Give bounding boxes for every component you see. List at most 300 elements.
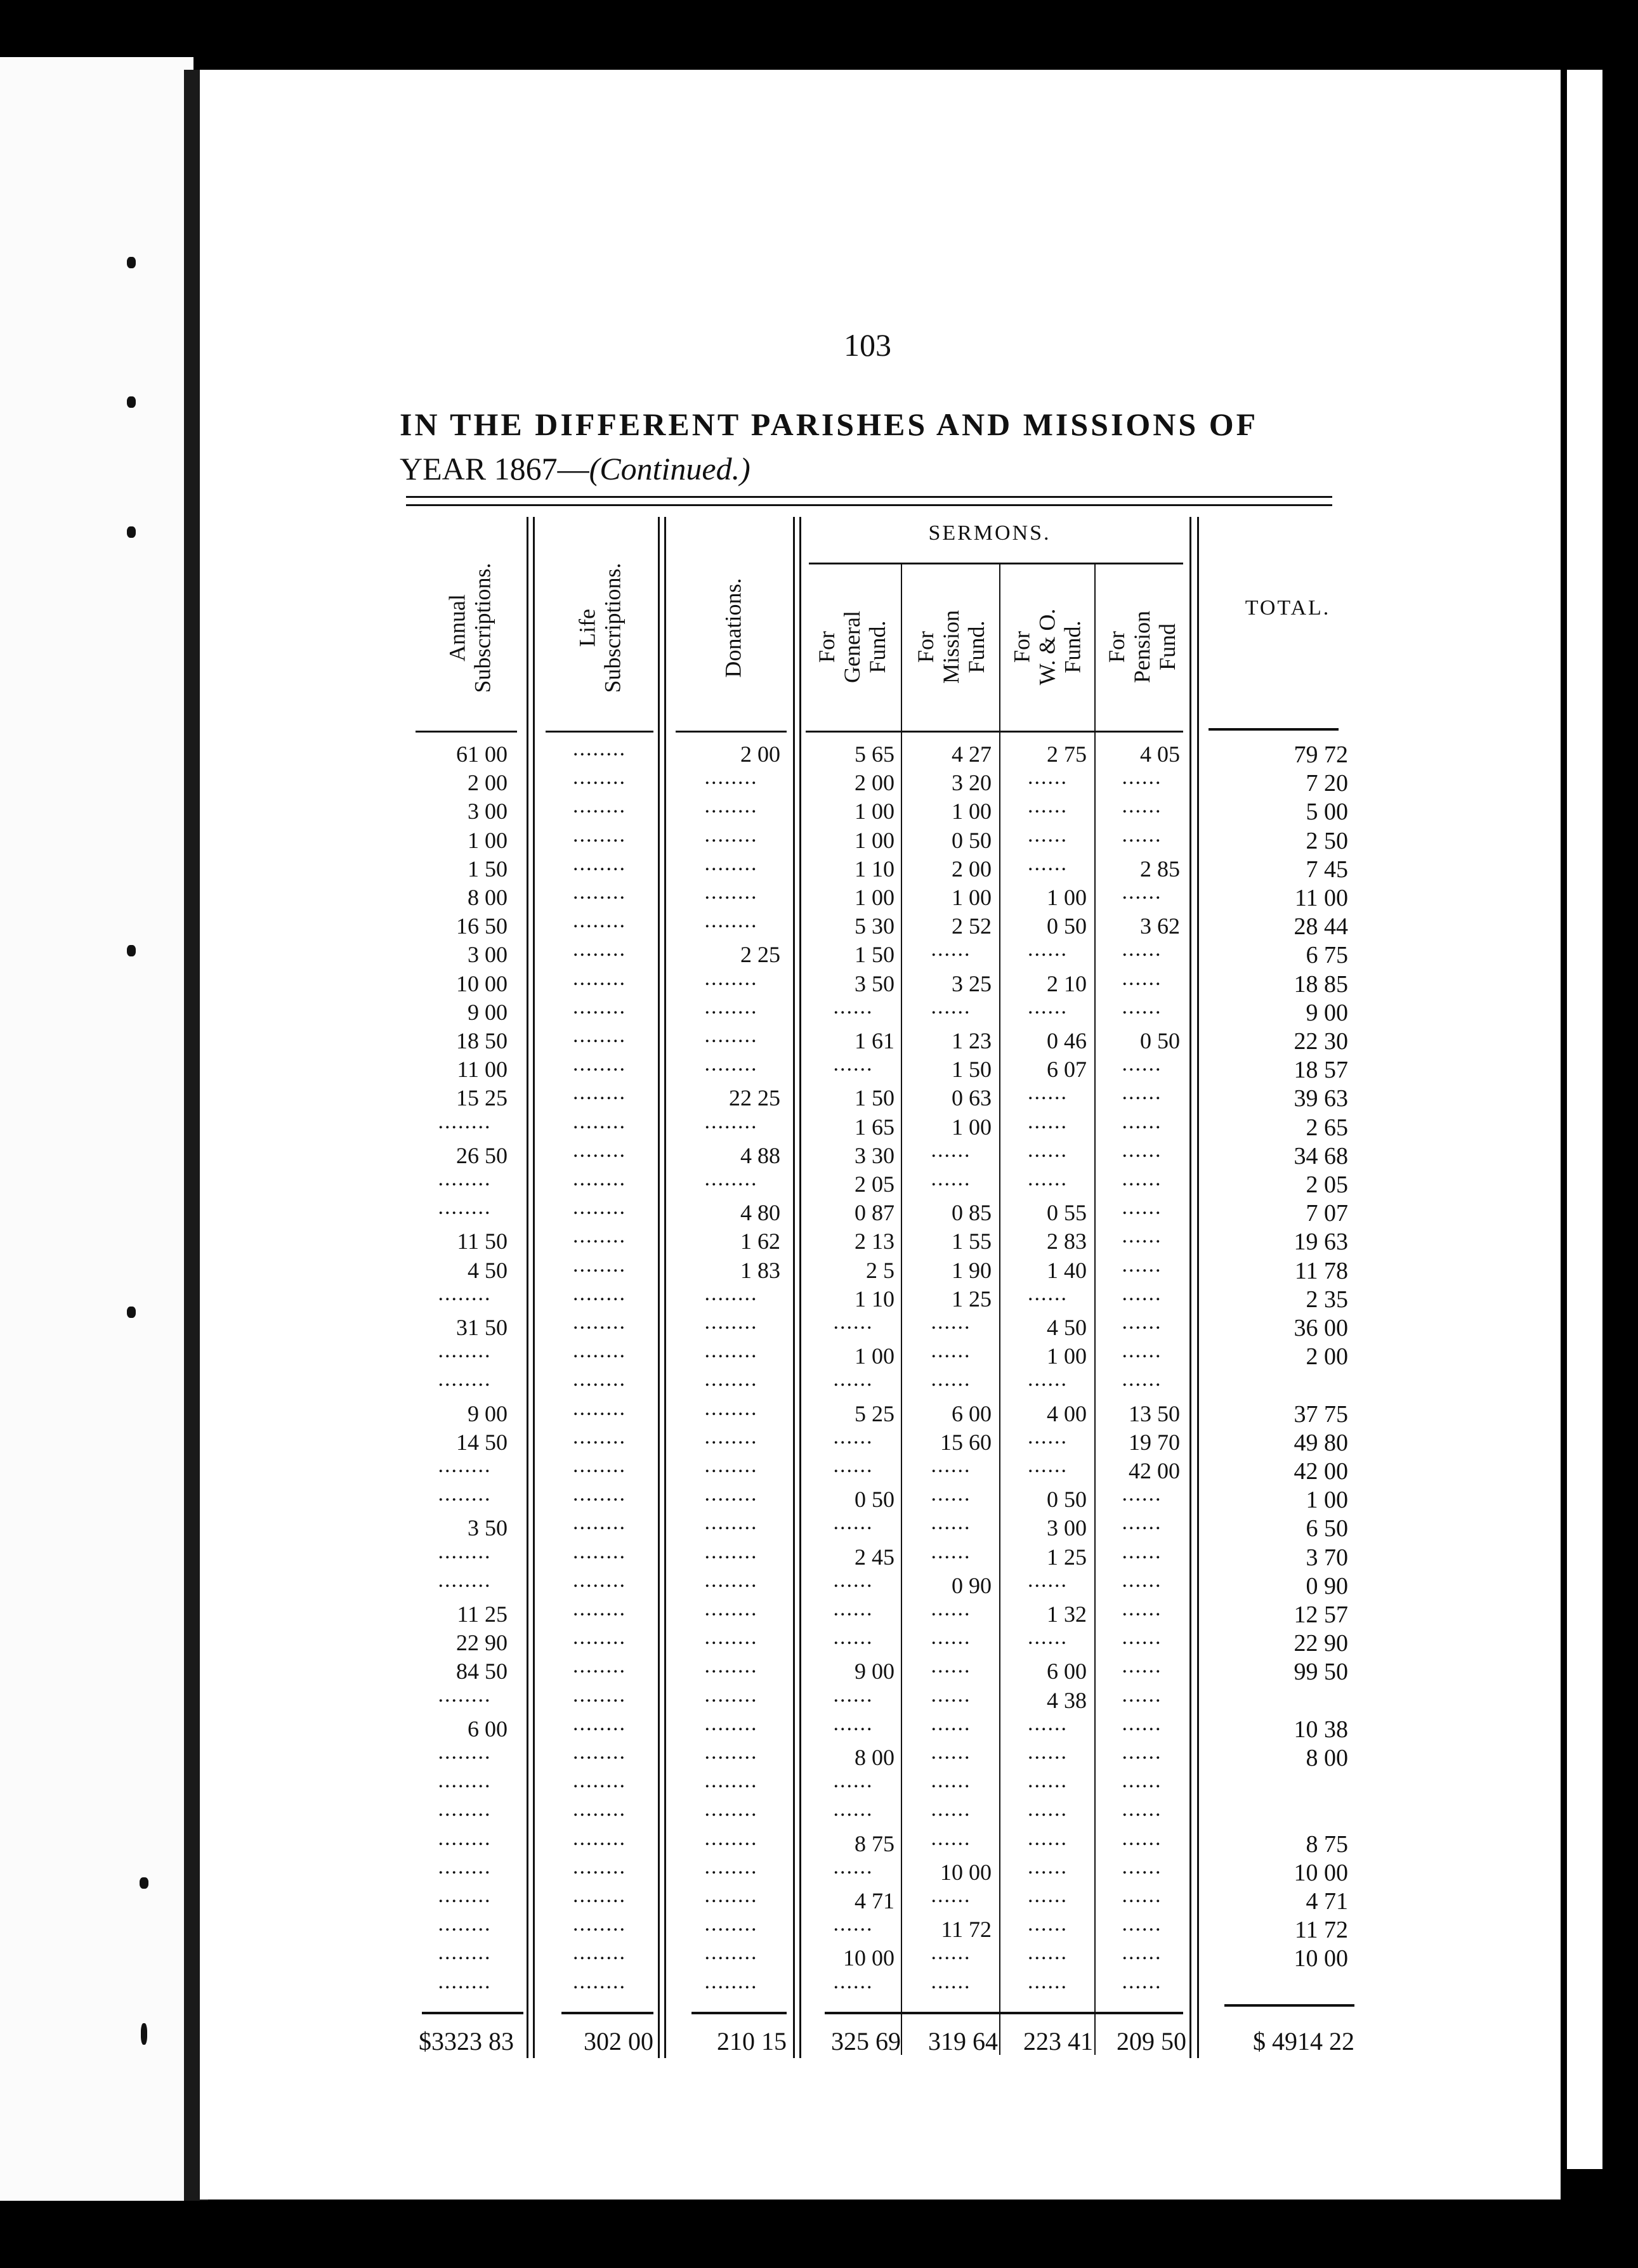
dot-leader: ...... (1122, 1110, 1162, 1133)
dot-leader: ...... (1028, 1740, 1068, 1764)
table-cell: 42 00 (1129, 1458, 1180, 1483)
table-cell: 6 50 (1306, 1515, 1348, 1542)
dot-leader: ........ (704, 1425, 758, 1449)
table-cell: 1 50 (468, 856, 508, 882)
dot-leader: ........ (438, 1339, 492, 1362)
dot-leader: ...... (931, 1884, 971, 1907)
dot-leader: ...... (1028, 1712, 1068, 1735)
dot-leader: ...... (833, 1970, 874, 1993)
dot-leader: ...... (1122, 967, 1162, 990)
general-fund-label: For General Fund. (814, 611, 890, 683)
table-cell: 3 00 (468, 798, 508, 824)
dot-leader: ...... (1122, 1683, 1162, 1707)
dot-leader: ...... (1122, 1339, 1162, 1362)
dot-leader: ...... (1122, 1167, 1162, 1190)
table-cell: 3 50 (855, 971, 894, 996)
subheading-year: YEAR 1867— (400, 451, 589, 486)
table-cell: 1 00 (468, 828, 508, 853)
column-separator (658, 517, 660, 2058)
dot-leader: ........ (573, 1339, 626, 1362)
table-cell: 1 00 (855, 885, 894, 910)
dot-leader: ........ (704, 794, 758, 818)
column-separator (999, 564, 1000, 2055)
table-cell: 9 00 (468, 1401, 508, 1426)
dot-leader: ...... (931, 1454, 971, 1477)
dot-leader: ...... (931, 1740, 971, 1764)
dot-leader: ........ (704, 1884, 758, 1907)
table-cell: 5 25 (855, 1401, 894, 1426)
table-cell: 2 35 (1306, 1286, 1348, 1313)
table-cell: 6 00 (1047, 1659, 1087, 1684)
dot-leader: ...... (931, 937, 971, 961)
table-cell: 1 55 (952, 1228, 992, 1254)
table-cell: 37 75 (1294, 1401, 1348, 1428)
table-cell: 0 90 (952, 1573, 992, 1598)
table-cell: 0 50 (1140, 1028, 1180, 1053)
column-total: 325 69 (831, 2027, 901, 2056)
dot-leader: ........ (573, 937, 626, 961)
dot-leader: ........ (704, 1511, 758, 1534)
table-cell: 3 50 (468, 1515, 508, 1541)
dot-leader: ...... (1122, 1827, 1162, 1850)
dot-leader: ........ (573, 967, 626, 990)
totals-rule (691, 2012, 787, 2014)
dot-leader: ........ (573, 1626, 626, 1649)
dot-leader: ...... (833, 1769, 874, 1792)
dot-leader: ...... (833, 1367, 874, 1391)
dot-leader: ........ (438, 1855, 492, 1879)
dot-leader: ........ (573, 1597, 626, 1620)
dot-leader: ...... (833, 1454, 874, 1477)
dot-leader: ........ (573, 1110, 626, 1133)
table-cell: 0 55 (1047, 1200, 1087, 1225)
table-cell: 2 00 (468, 770, 508, 795)
mission-fund-label: For Mission Fund. (912, 609, 989, 684)
dot-leader: ........ (573, 1654, 626, 1678)
dot-leader: ........ (704, 1912, 758, 1936)
grand-total: $ 4914 22 (1253, 2027, 1354, 2056)
dot-leader: ........ (438, 1568, 492, 1592)
dot-leader: ...... (931, 1138, 971, 1162)
table-cell: 5 30 (855, 913, 894, 939)
donations-header (679, 526, 787, 729)
dot-leader: ...... (1122, 1282, 1162, 1305)
table-cell: 2 00 (855, 770, 894, 795)
table-cell: 1 83 (740, 1258, 780, 1283)
wo-fund-header (1001, 571, 1093, 723)
dot-leader: ...... (1122, 1253, 1162, 1277)
column-separator (1197, 517, 1199, 2058)
table-cell: 10 00 (1294, 1945, 1348, 1972)
dot-leader: ...... (1028, 823, 1068, 847)
dot-leader: ........ (573, 995, 626, 1019)
dot-leader: ...... (1028, 1912, 1068, 1936)
table-cell: 0 50 (1047, 913, 1087, 939)
dot-leader: ........ (704, 909, 758, 932)
totals-rule (422, 2012, 523, 2014)
totals-rule (825, 2012, 1183, 2014)
margin-mark (140, 1877, 148, 1889)
dot-leader: ........ (573, 1797, 626, 1821)
dot-leader: ...... (833, 1425, 874, 1449)
dot-leader: ...... (1028, 995, 1068, 1019)
donations-label: Donations. (720, 578, 745, 678)
table-cell: 3 70 (1306, 1544, 1348, 1571)
subheading-continued: (Continued.) (589, 451, 750, 486)
table-cell: 8 00 (855, 1745, 894, 1770)
dot-leader: ...... (1122, 1712, 1162, 1735)
table-cell: 2 45 (855, 1544, 894, 1570)
table-cell: 2 10 (1047, 971, 1087, 996)
table-cell: 2 25 (740, 942, 780, 967)
table-cell: 1 65 (855, 1114, 894, 1140)
table-cell: 2 05 (1306, 1171, 1348, 1198)
dot-leader: ........ (438, 1282, 492, 1305)
dot-leader: ...... (1028, 1568, 1068, 1592)
table-cell: 4 71 (1306, 1888, 1348, 1915)
dot-leader: ...... (931, 1626, 971, 1649)
dot-leader: ........ (573, 1827, 626, 1850)
table-cell: 22 90 (456, 1630, 508, 1655)
dot-leader: ........ (704, 1712, 758, 1735)
table-cell: 4 27 (952, 741, 992, 767)
dot-leader: ...... (1122, 1740, 1162, 1764)
dot-leader: ........ (704, 1568, 758, 1592)
dot-leader: ........ (704, 1110, 758, 1133)
table-cell: 2 13 (855, 1228, 894, 1254)
table-cell: 19 63 (1294, 1228, 1348, 1255)
dot-leader: ...... (833, 995, 874, 1019)
column-separator (901, 564, 902, 2055)
dot-leader: ........ (573, 1310, 626, 1334)
table-cell: 1 23 (952, 1028, 992, 1053)
dot-leader: ........ (704, 766, 758, 789)
dot-leader: ........ (438, 1884, 492, 1907)
table-cell: 0 63 (952, 1085, 992, 1111)
dot-leader: ........ (573, 880, 626, 904)
dot-leader: ........ (704, 1282, 758, 1305)
dot-leader: ...... (1122, 1970, 1162, 1993)
table-cell: 11 78 (1294, 1258, 1348, 1284)
table-cell: 99 50 (1294, 1659, 1348, 1685)
dot-leader: ...... (833, 1597, 874, 1620)
dot-leader: ........ (573, 1253, 626, 1277)
table-cell: 34 68 (1294, 1143, 1348, 1170)
dot-leader: ...... (1028, 1855, 1068, 1879)
dot-leader: ........ (704, 1797, 758, 1821)
table-cell: 0 50 (1047, 1487, 1087, 1512)
dot-leader: ...... (931, 1683, 971, 1707)
dot-leader: ........ (704, 1052, 758, 1076)
dot-leader: ...... (1122, 1568, 1162, 1592)
dot-leader: ...... (833, 1712, 874, 1735)
table-cell: 10 00 (456, 971, 508, 996)
dot-leader: ........ (704, 1024, 758, 1047)
dot-leader: ........ (438, 1540, 492, 1563)
dot-leader: ........ (573, 1970, 626, 1993)
table-cell: 39 63 (1294, 1085, 1348, 1112)
dot-leader: ........ (573, 1712, 626, 1735)
dot-leader: ...... (931, 1941, 971, 1964)
life-subscriptions-label: Life Subscriptions. (574, 563, 626, 693)
dot-leader: ...... (1028, 937, 1068, 961)
dot-leader: ........ (704, 1454, 758, 1477)
column-separator (1094, 564, 1096, 2055)
mission-fund-header (903, 571, 999, 723)
dot-leader: ........ (573, 1138, 626, 1162)
dot-leader: ........ (573, 1081, 626, 1104)
table-cell: 1 25 (1047, 1544, 1087, 1570)
dot-leader: ........ (704, 1827, 758, 1850)
table-cell: 3 62 (1140, 913, 1180, 939)
table-cell: 7 07 (1306, 1200, 1348, 1227)
column-total: 302 00 (584, 2027, 653, 2056)
dot-leader: ........ (704, 1482, 758, 1506)
dot-leader: ........ (704, 1683, 758, 1707)
dot-leader: ...... (931, 1339, 971, 1362)
dot-leader: ........ (573, 1683, 626, 1707)
dot-leader: ...... (1122, 880, 1162, 904)
table-cell: 4 71 (855, 1888, 894, 1913)
table-cell: 6 00 (952, 1401, 992, 1426)
dot-leader: ........ (438, 1797, 492, 1821)
table-cell: 2 52 (952, 913, 992, 939)
dot-leader: ........ (438, 1912, 492, 1936)
page-number: 103 (844, 327, 891, 363)
dot-leader: ........ (438, 1482, 492, 1506)
dot-leader: ........ (573, 1167, 626, 1190)
dot-leader: ...... (931, 1769, 971, 1792)
table-cell: 2 65 (1306, 1114, 1348, 1141)
table-cell: 1 00 (952, 1114, 992, 1140)
table-cell: 1 00 (855, 1343, 894, 1369)
dot-leader: ........ (573, 1511, 626, 1534)
table-cell: 11 00 (457, 1057, 508, 1082)
table-cell: 22 90 (1294, 1630, 1348, 1657)
table-subheading (400, 450, 750, 487)
dot-leader: ...... (833, 1797, 874, 1821)
dot-leader: ...... (1028, 794, 1068, 818)
dot-leader: ...... (1122, 1769, 1162, 1792)
table-cell: 1 25 (952, 1286, 992, 1312)
table-cell: 8 75 (1306, 1831, 1348, 1858)
totals-rule (561, 2012, 653, 2014)
column-total: 319 64 (928, 2027, 998, 2056)
table-cell: 4 80 (740, 1200, 780, 1225)
dot-leader: ...... (1122, 1081, 1162, 1104)
dot-leader: ........ (438, 1827, 492, 1850)
dot-leader: ........ (438, 1367, 492, 1391)
dot-leader: ...... (1122, 823, 1162, 847)
margin-mark (127, 1307, 136, 1318)
dot-leader: ...... (833, 1511, 874, 1534)
dot-leader: ...... (1028, 1454, 1068, 1477)
dot-leader: ........ (573, 1855, 626, 1879)
dot-leader: ........ (704, 1597, 758, 1620)
column-separator (533, 517, 535, 2058)
dot-leader: ........ (704, 1626, 758, 1649)
dot-leader: ........ (573, 1884, 626, 1907)
column-total: 223 41 (1023, 2027, 1093, 2056)
dot-leader: ...... (931, 1367, 971, 1391)
column-total: $3323 83 (419, 2027, 514, 2056)
sermons-header: SERMONS. (928, 521, 1051, 545)
table-cell: 0 46 (1047, 1028, 1087, 1053)
dot-leader: ........ (704, 823, 758, 847)
table-cell: 42 00 (1294, 1458, 1348, 1485)
table-cell: 15 25 (456, 1085, 508, 1111)
dot-leader: ........ (573, 1482, 626, 1506)
table-cell: 1 40 (1047, 1258, 1087, 1283)
table-cell: 3 25 (952, 971, 992, 996)
table-cell: 3 00 (468, 942, 508, 967)
table-cell: 0 50 (952, 828, 992, 853)
dot-leader: ...... (931, 1797, 971, 1821)
dot-leader: ...... (1028, 1769, 1068, 1792)
table-cell: 10 00 (1294, 1860, 1348, 1886)
column-separator (793, 517, 795, 2058)
dot-leader: ........ (704, 1970, 758, 1993)
dot-leader: ........ (573, 1941, 626, 1964)
table-cell: 2 85 (1140, 856, 1180, 882)
header-underline (676, 731, 787, 733)
table-cell: 2 75 (1047, 741, 1087, 767)
table-cell: 11 50 (457, 1228, 508, 1254)
table-cell: 84 50 (456, 1659, 508, 1684)
dot-leader: ...... (1122, 1797, 1162, 1821)
dot-leader: ........ (573, 737, 626, 760)
table-cell: 6 07 (1047, 1057, 1087, 1082)
table-cell: 1 50 (952, 1057, 992, 1082)
dot-leader: ...... (931, 1540, 971, 1563)
dot-leader: ........ (573, 766, 626, 789)
dot-leader: ...... (1028, 1941, 1068, 1964)
dot-leader: ...... (833, 1626, 874, 1649)
dot-leader: ...... (1028, 1081, 1068, 1104)
table-cell: 1 00 (1047, 1343, 1087, 1369)
dot-leader: ...... (1028, 766, 1068, 789)
dot-leader: ........ (704, 1941, 758, 1964)
table-cell: 1 10 (855, 1286, 894, 1312)
dot-leader: ........ (704, 1855, 758, 1879)
table-cell: 26 50 (456, 1143, 508, 1168)
table-cell: 1 00 (1306, 1487, 1348, 1513)
dot-leader: ...... (931, 1511, 971, 1534)
dot-leader: ........ (573, 909, 626, 932)
dot-leader: ........ (704, 967, 758, 990)
table-cell: 13 50 (1129, 1401, 1180, 1426)
table-cell: 0 50 (855, 1487, 894, 1512)
table-cell: 22 25 (729, 1085, 780, 1111)
dot-leader: ...... (1122, 766, 1162, 789)
dot-leader: ...... (931, 1310, 971, 1334)
table-cell: 31 50 (456, 1315, 508, 1340)
dot-leader: ........ (704, 1654, 758, 1678)
table-cell: 2 5 (866, 1258, 894, 1283)
table-cell: 19 70 (1129, 1430, 1180, 1455)
dot-leader: ...... (931, 1654, 971, 1678)
dot-leader: ........ (573, 1568, 626, 1592)
dot-leader: ...... (1028, 852, 1068, 875)
table-cell: 18 85 (1294, 971, 1348, 998)
dot-leader: ...... (1122, 1511, 1162, 1534)
dot-leader: ...... (1122, 937, 1162, 961)
table-cell: 18 57 (1294, 1057, 1348, 1083)
dot-leader: ........ (573, 1224, 626, 1248)
header-underline (546, 731, 653, 733)
column-total: 210 15 (717, 2027, 787, 2056)
dot-leader: ...... (1028, 1797, 1068, 1821)
dot-leader: ...... (1028, 1282, 1068, 1305)
top-rule (406, 496, 1332, 498)
dot-leader: ...... (1122, 1367, 1162, 1391)
table-cell: 1 61 (855, 1028, 894, 1053)
table-cell: 8 00 (468, 885, 508, 910)
dot-leader: ...... (1122, 1654, 1162, 1678)
table-cell: 1 00 (855, 828, 894, 853)
table-cell: 6 75 (1306, 942, 1348, 968)
dot-leader: ...... (1028, 1367, 1068, 1391)
dot-leader: ........ (704, 880, 758, 904)
dot-leader: ...... (1122, 1482, 1162, 1506)
total-header: TOTAL. (1245, 596, 1331, 620)
table-cell: 9 00 (855, 1659, 894, 1684)
dot-leader: ........ (438, 1740, 492, 1764)
table-cell: 18 50 (456, 1028, 508, 1053)
table-cell: 1 10 (855, 856, 894, 882)
dot-leader: ........ (438, 1970, 492, 1993)
table-cell: 2 00 (952, 856, 992, 882)
dot-leader: ...... (1122, 794, 1162, 818)
dot-leader: ...... (1122, 995, 1162, 1019)
dot-leader: ...... (1122, 1196, 1162, 1219)
table-cell: 11 00 (1294, 885, 1348, 911)
dot-leader: ...... (1122, 1138, 1162, 1162)
table-cell: 1 50 (855, 942, 894, 967)
table-cell: 16 50 (456, 913, 508, 939)
general-fund-header (804, 571, 900, 723)
table-cell: 28 44 (1294, 913, 1348, 940)
table-cell: 4 05 (1140, 741, 1180, 767)
table-cell: 9 00 (1306, 1000, 1348, 1026)
table-cell: 1 00 (1047, 885, 1087, 910)
dot-leader: ........ (704, 1167, 758, 1190)
table-cell: 1 00 (952, 798, 992, 824)
dot-leader: ...... (931, 1482, 971, 1506)
dot-leader: ...... (931, 995, 971, 1019)
dot-leader: ........ (438, 1941, 492, 1964)
dot-leader: ...... (833, 1683, 874, 1707)
dot-leader: ........ (573, 1769, 626, 1792)
table-cell: 8 00 (1306, 1745, 1348, 1771)
dot-leader: ........ (573, 823, 626, 847)
table-cell: 3 00 (1047, 1515, 1087, 1541)
sermons-rule (809, 563, 1183, 564)
dot-leader: ...... (1028, 1970, 1068, 1993)
table-cell: 36 00 (1294, 1315, 1348, 1341)
dot-leader: ........ (438, 1454, 492, 1477)
column-separator (1189, 517, 1191, 2058)
dot-leader: ........ (704, 995, 758, 1019)
dot-leader: ........ (438, 1167, 492, 1190)
dot-leader: ........ (704, 1540, 758, 1563)
table-cell: 1 50 (855, 1085, 894, 1111)
margin-mark (127, 396, 136, 408)
table-cell: 10 38 (1294, 1716, 1348, 1743)
table-cell: 15 60 (940, 1430, 992, 1455)
dot-leader: ...... (1122, 1912, 1162, 1936)
table-cell: 4 50 (468, 1258, 508, 1283)
